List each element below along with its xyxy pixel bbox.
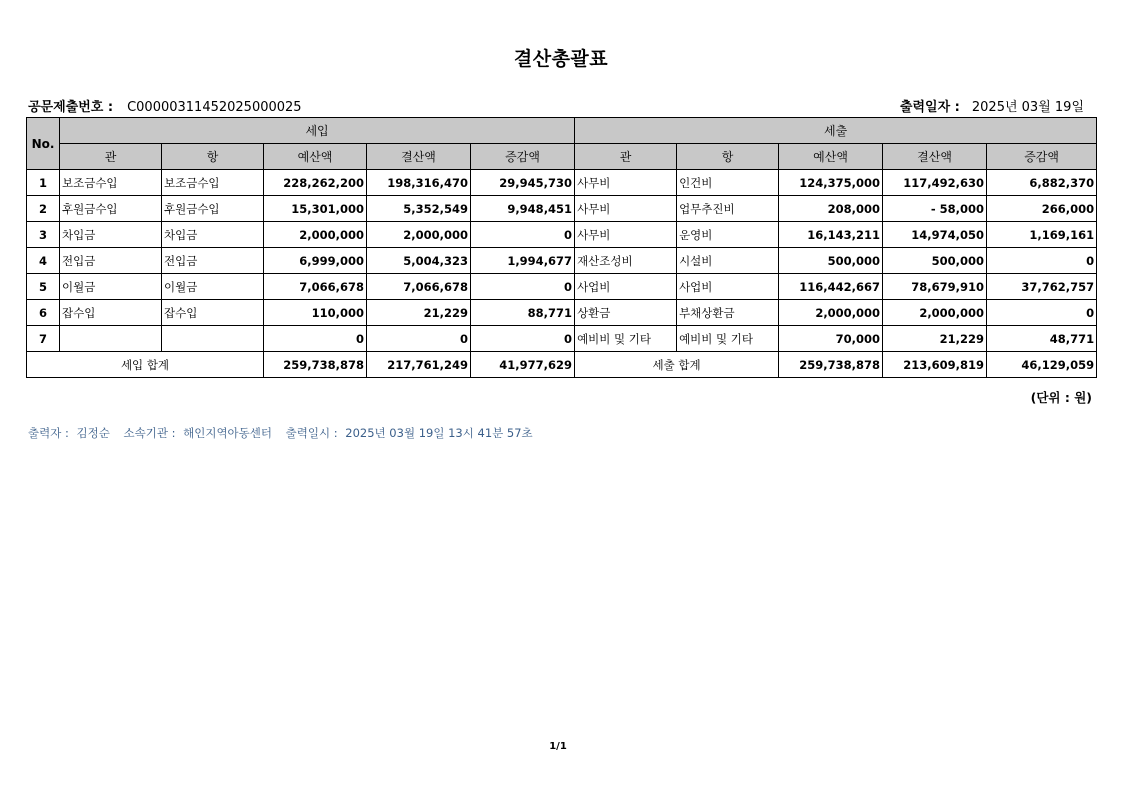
expense-total-label: 세출 합계 <box>575 352 779 378</box>
income-settlement: 2,000,000 <box>367 222 471 248</box>
unit-label: (단위 : 원) <box>1030 390 1092 405</box>
expense-settlement: 14,974,050 <box>883 222 987 248</box>
expense-hang: 업무추진비 <box>677 196 779 222</box>
expense-difference: 0 <box>987 248 1097 274</box>
table-header-row-columns <box>27 144 1097 170</box>
income-budget: 228,262,200 <box>264 170 367 196</box>
income-hang <box>162 326 264 352</box>
expense-total-budget: 259,738,878 <box>779 352 883 378</box>
table-row <box>27 326 1097 352</box>
header-expense-difference: 증감액 <box>987 144 1097 170</box>
expense-gwan: 사무비 <box>575 196 677 222</box>
organization-name: 해인지역아동센터 <box>183 426 272 440</box>
expense-difference: 48,771 <box>987 326 1097 352</box>
income-budget: 7,066,678 <box>264 274 367 300</box>
expense-budget: 116,442,667 <box>779 274 883 300</box>
header-income-settlement: 결산액 <box>367 144 471 170</box>
page-number: 1/1 <box>549 741 567 752</box>
expense-hang: 운영비 <box>677 222 779 248</box>
organization-label: 소속기관 : <box>123 426 176 440</box>
expense-difference: 0 <box>987 300 1097 326</box>
income-difference: 88,771 <box>471 300 575 326</box>
expense-gwan: 사업비 <box>575 274 677 300</box>
print-date <box>900 96 1084 115</box>
income-settlement: 7,066,678 <box>367 274 471 300</box>
header-expense-hang: 항 <box>677 144 779 170</box>
expense-gwan: 재산조성비 <box>575 248 677 274</box>
expense-budget: 500,000 <box>779 248 883 274</box>
income-hang: 보조금수입 <box>162 170 264 196</box>
income-budget: 2,000,000 <box>264 222 367 248</box>
row-no: 2 <box>27 196 60 222</box>
income-total-difference: 41,977,629 <box>471 352 575 378</box>
header-expense: 세출 <box>575 118 1097 144</box>
expense-budget: 124,375,000 <box>779 170 883 196</box>
income-settlement: 5,004,323 <box>367 248 471 274</box>
income-gwan: 전입금 <box>60 248 162 274</box>
income-gwan: 차입금 <box>60 222 162 248</box>
expense-gwan: 사무비 <box>575 222 677 248</box>
income-hang: 차입금 <box>162 222 264 248</box>
expense-difference: 266,000 <box>987 196 1097 222</box>
expense-hang: 인건비 <box>677 170 779 196</box>
income-hang: 이월금 <box>162 274 264 300</box>
row-no: 4 <box>27 248 60 274</box>
income-hang: 후원금수입 <box>162 196 264 222</box>
table-row <box>27 170 1097 196</box>
header-expense-settlement: 결산액 <box>883 144 987 170</box>
totals-row <box>27 352 1097 378</box>
table-row <box>27 274 1097 300</box>
header-income-gwan: 관 <box>60 144 162 170</box>
header-expense-budget: 예산액 <box>779 144 883 170</box>
expense-total-difference: 46,129,059 <box>987 352 1097 378</box>
document-number-label: 공문제출번호 : <box>28 100 114 115</box>
header-income-hang: 항 <box>162 144 264 170</box>
expense-gwan: 예비비 및 기타 <box>575 326 677 352</box>
print-time-label: 출력일시 : <box>285 426 338 440</box>
expense-settlement: 117,492,630 <box>883 170 987 196</box>
header-income-budget: 예산액 <box>264 144 367 170</box>
income-settlement: 5,352,549 <box>367 196 471 222</box>
header-income-difference: 증감액 <box>471 144 575 170</box>
expense-gwan: 상환금 <box>575 300 677 326</box>
expense-hang: 부채상환금 <box>677 300 779 326</box>
income-settlement: 0 <box>367 326 471 352</box>
expense-budget: 16,143,211 <box>779 222 883 248</box>
report-title: 결산총괄표 <box>513 48 609 70</box>
row-no: 6 <box>27 300 60 326</box>
income-budget: 110,000 <box>264 300 367 326</box>
expense-settlement: 21,229 <box>883 326 987 352</box>
expense-gwan: 사무비 <box>575 170 677 196</box>
income-hang: 전입금 <box>162 248 264 274</box>
expense-difference: 37,762,757 <box>987 274 1097 300</box>
document-number <box>28 96 302 115</box>
settlement-summary-table <box>26 117 1097 378</box>
expense-total-settlement: 213,609,819 <box>883 352 987 378</box>
table-row <box>27 248 1097 274</box>
income-gwan: 이월금 <box>60 274 162 300</box>
row-no: 3 <box>27 222 60 248</box>
income-gwan: 잡수입 <box>60 300 162 326</box>
income-budget: 6,999,000 <box>264 248 367 274</box>
print-info <box>28 425 543 441</box>
expense-settlement: 78,679,910 <box>883 274 987 300</box>
income-difference: 1,994,677 <box>471 248 575 274</box>
table-row <box>27 300 1097 326</box>
expense-settlement: 2,000,000 <box>883 300 987 326</box>
expense-budget: 70,000 <box>779 326 883 352</box>
expense-settlement: 500,000 <box>883 248 987 274</box>
expense-budget: 2,000,000 <box>779 300 883 326</box>
header-no: No. <box>27 118 60 170</box>
print-date-value: 2025년 03월 19일 <box>971 100 1084 115</box>
expense-difference: 1,169,161 <box>987 222 1097 248</box>
income-gwan: 보조금수입 <box>60 170 162 196</box>
print-date-label: 출력일자 : <box>899 100 960 115</box>
income-settlement: 198,316,470 <box>367 170 471 196</box>
income-difference: 0 <box>471 222 575 248</box>
income-total-settlement: 217,761,249 <box>367 352 471 378</box>
income-difference: 0 <box>471 274 575 300</box>
income-hang: 잡수입 <box>162 300 264 326</box>
printer-label: 출력자 : <box>28 426 69 440</box>
income-total-budget: 259,738,878 <box>264 352 367 378</box>
income-gwan <box>60 326 162 352</box>
document-number-value: C0000031145202500002​5 <box>127 100 302 115</box>
row-no: 7 <box>27 326 60 352</box>
income-gwan: 후원금수입 <box>60 196 162 222</box>
expense-settlement: - 58,000 <box>883 196 987 222</box>
printer-name: 김정순 <box>76 426 110 440</box>
header-expense-gwan: 관 <box>575 144 677 170</box>
expense-budget: 208,000 <box>779 196 883 222</box>
income-budget: 15,301,000 <box>264 196 367 222</box>
income-difference: 29,945,730 <box>471 170 575 196</box>
expense-hang: 시설비 <box>677 248 779 274</box>
print-time-value: 2025년 03월 19일 13시 41분 57초 <box>345 426 533 440</box>
income-budget: 0 <box>264 326 367 352</box>
expense-hang: 사업비 <box>677 274 779 300</box>
income-settlement: 21,229 <box>367 300 471 326</box>
income-difference: 9,948,451 <box>471 196 575 222</box>
table-row <box>27 222 1097 248</box>
expense-difference: 6,882,370 <box>987 170 1097 196</box>
expense-hang: 예비비 및 기타 <box>677 326 779 352</box>
table-header-row-group <box>27 118 1097 144</box>
table-row <box>27 196 1097 222</box>
row-no: 5 <box>27 274 60 300</box>
income-total-label: 세입 합계 <box>27 352 264 378</box>
header-income: 세입 <box>60 118 575 144</box>
row-no: 1 <box>27 170 60 196</box>
income-difference: 0 <box>471 326 575 352</box>
